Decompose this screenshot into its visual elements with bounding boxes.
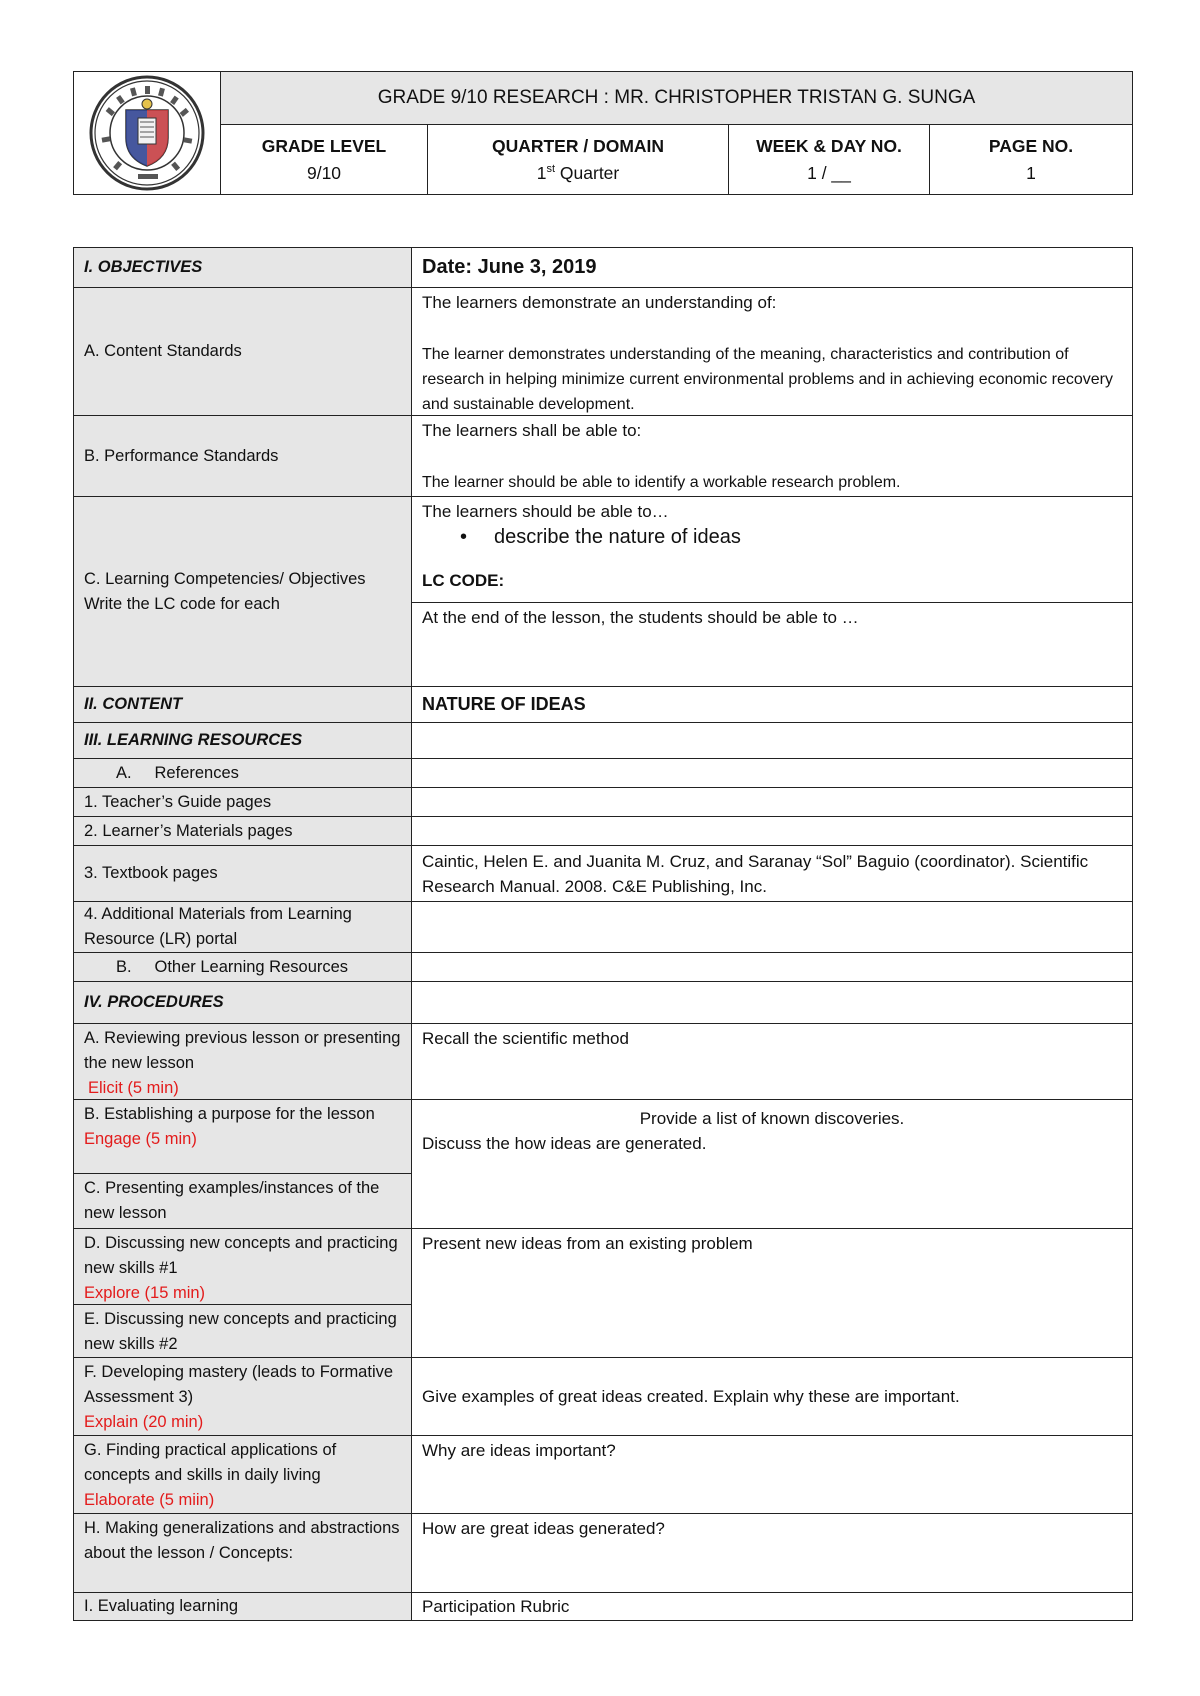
page-no-label: PAGE NO. bbox=[988, 135, 1074, 156]
procedure-f-row bbox=[74, 1358, 1132, 1436]
procedure-h-value: How are great ideas generated? bbox=[422, 1519, 665, 1538]
procedure-f-phase: Explain (20 min) bbox=[84, 1413, 204, 1431]
procedure-f-label: F. Developing mastery (leads to Formative Assessment 3) Explain (20 min) bbox=[74, 1358, 412, 1435]
procedure-de-value: Present new ideas from an existing problem bbox=[422, 1234, 753, 1253]
additional-materials-label: 4. Additional Materials from Learning Resource (LR) portal bbox=[74, 902, 412, 952]
learners-materials-label: 2. Learner’s Materials pages bbox=[74, 817, 412, 845]
content-heading: II. CONTENT bbox=[74, 687, 412, 722]
lesson-plan-table bbox=[73, 247, 1133, 1621]
learners-materials-row bbox=[74, 817, 1132, 846]
other-resources-label: B. Other Learning Resources bbox=[74, 953, 412, 981]
page-no-value: 1 bbox=[1026, 162, 1036, 183]
procedure-i-label: I. Evaluating learning bbox=[74, 1593, 412, 1620]
procedure-g-label: G. Finding practical applications of concepts and skills in daily living Elaborate (5 miin) bbox=[74, 1436, 412, 1513]
competencies-label: C. Learning Competencies/ Objectives Write the LC code for each bbox=[74, 497, 412, 686]
procedure-e-label: E. Discussing new concepts and practicing new skills #2 bbox=[84, 1310, 397, 1353]
procedure-h-row bbox=[74, 1514, 1132, 1593]
end-of-lesson-text: At the end of the lesson, the students should be able to … bbox=[422, 608, 859, 627]
week-day-cell bbox=[729, 125, 930, 194]
procedure-a-row bbox=[74, 1024, 1132, 1100]
page-no-cell bbox=[930, 125, 1132, 194]
grade-level-value: 9/10 bbox=[306, 162, 342, 183]
procedure-g-value: Why are ideas important? bbox=[422, 1441, 616, 1460]
procedure-b-phase: Engage (5 min) bbox=[84, 1130, 197, 1148]
content-standards-value bbox=[412, 288, 1132, 415]
competency-bullet: • describe the nature of ideas bbox=[460, 526, 741, 548]
textbook-label: 3. Textbook pages bbox=[74, 846, 412, 901]
objectives-heading: I. OBJECTIVES bbox=[74, 248, 412, 287]
content-row bbox=[74, 687, 1132, 723]
competencies-objectives bbox=[412, 497, 1132, 603]
teachers-guide-label: 1. Teacher’s Guide pages bbox=[74, 788, 412, 816]
performance-standards-label: B. Performance Standards bbox=[74, 416, 412, 496]
deped-seal-icon bbox=[88, 74, 206, 192]
quarter-domain-cell bbox=[428, 125, 729, 194]
additional-materials-row bbox=[74, 902, 1132, 953]
references-label: A. References bbox=[74, 759, 412, 787]
content-value: NATURE OF IDEAS bbox=[422, 694, 586, 714]
quarter-domain-value: 1st Quarter bbox=[536, 162, 620, 183]
procedure-a-label: A. Reviewing previous lesson or presenting the new lesson Elicit (5 min) bbox=[74, 1024, 412, 1099]
resources-heading: III. LEARNING RESOURCES bbox=[74, 723, 412, 758]
procedure-bc-row bbox=[74, 1100, 1132, 1229]
procedures-row bbox=[74, 982, 1132, 1024]
competencies-intro: The learners should be able to… bbox=[422, 502, 669, 521]
performance-standards-text: The learner should be able to identify a workable research problem. bbox=[422, 474, 901, 491]
procedure-a-phase: Elicit (5 min) bbox=[88, 1079, 179, 1097]
grade-level-label: GRADE LEVEL bbox=[261, 135, 387, 156]
procedure-f-value: Give examples of great ideas created. Explain why these are important. bbox=[422, 1387, 960, 1406]
teachers-guide-row bbox=[74, 788, 1132, 817]
week-day-value: 1 / __ bbox=[807, 162, 851, 183]
content-standards-intro: The learners demonstrate an understanding of: bbox=[422, 293, 777, 312]
procedure-g-row bbox=[74, 1436, 1132, 1514]
textbook-value: Caintic, Helen E. and Juanita M. Cruz, and Saranay “Sol” Baguio (coordinator). Scientific Research Manual. 2008. C&E Publishing, Inc. bbox=[422, 851, 1089, 896]
procedure-de-row bbox=[74, 1229, 1132, 1358]
content-standards-text: The learner demonstrates understanding of the meaning, characteristics and contribution of research in helping minimize current environmental problems and in achieving economic recovery and sustainable development. bbox=[422, 346, 1113, 413]
quarter-domain-label: QUARTER / DOMAIN bbox=[491, 135, 665, 156]
performance-standards-row bbox=[74, 416, 1132, 497]
header-table bbox=[73, 71, 1133, 195]
procedure-d-phase: Explore (15 min) bbox=[84, 1284, 206, 1302]
procedure-h-label: H. Making generalizations and abstractions about the lesson / Concepts: bbox=[74, 1514, 412, 1592]
procedure-i-value: Participation Rubric bbox=[422, 1597, 570, 1616]
performance-standards-value bbox=[412, 416, 1132, 496]
procedure-bc-value: Provide a list of known discoveries. Discuss the how ideas are generated. bbox=[422, 1109, 905, 1153]
other-resources-row bbox=[74, 953, 1132, 982]
page-title: GRADE 9/10 RESEARCH : MR. CHRISTOPHER TRISTAN G. SUNGA bbox=[221, 72, 1132, 125]
procedures-heading: IV. PROCEDURES bbox=[74, 982, 412, 1023]
content-standards-label: A. Content Standards bbox=[74, 288, 412, 415]
performance-standards-intro: The learners shall be able to: bbox=[422, 421, 642, 440]
lc-code-label: LC CODE: bbox=[422, 571, 505, 590]
resources-row bbox=[74, 723, 1132, 759]
competencies-row bbox=[74, 497, 1132, 687]
objectives-row bbox=[74, 248, 1132, 288]
lesson-date: Date: June 3, 2019 bbox=[422, 256, 597, 278]
procedure-b-label: B. Establishing a purpose for the lesson Engage (5 min) bbox=[74, 1100, 411, 1174]
deped-seal-cell bbox=[74, 72, 221, 194]
textbook-row bbox=[74, 846, 1132, 902]
references-row bbox=[74, 759, 1132, 788]
grade-level-cell bbox=[221, 125, 428, 194]
procedure-g-phase: Elaborate (5 miin) bbox=[84, 1491, 215, 1509]
procedure-a-value: Recall the scientific method bbox=[422, 1029, 629, 1048]
procedure-i-row bbox=[74, 1593, 1132, 1621]
procedure-d-label: D. Discussing new concepts and practicing new skills #1 Explore (15 min) bbox=[74, 1229, 411, 1305]
content-standards-row bbox=[74, 288, 1132, 416]
week-day-label: WEEK & DAY NO. bbox=[756, 135, 902, 156]
procedure-c-label: C. Presenting examples/instances of the new lesson bbox=[84, 1179, 380, 1222]
